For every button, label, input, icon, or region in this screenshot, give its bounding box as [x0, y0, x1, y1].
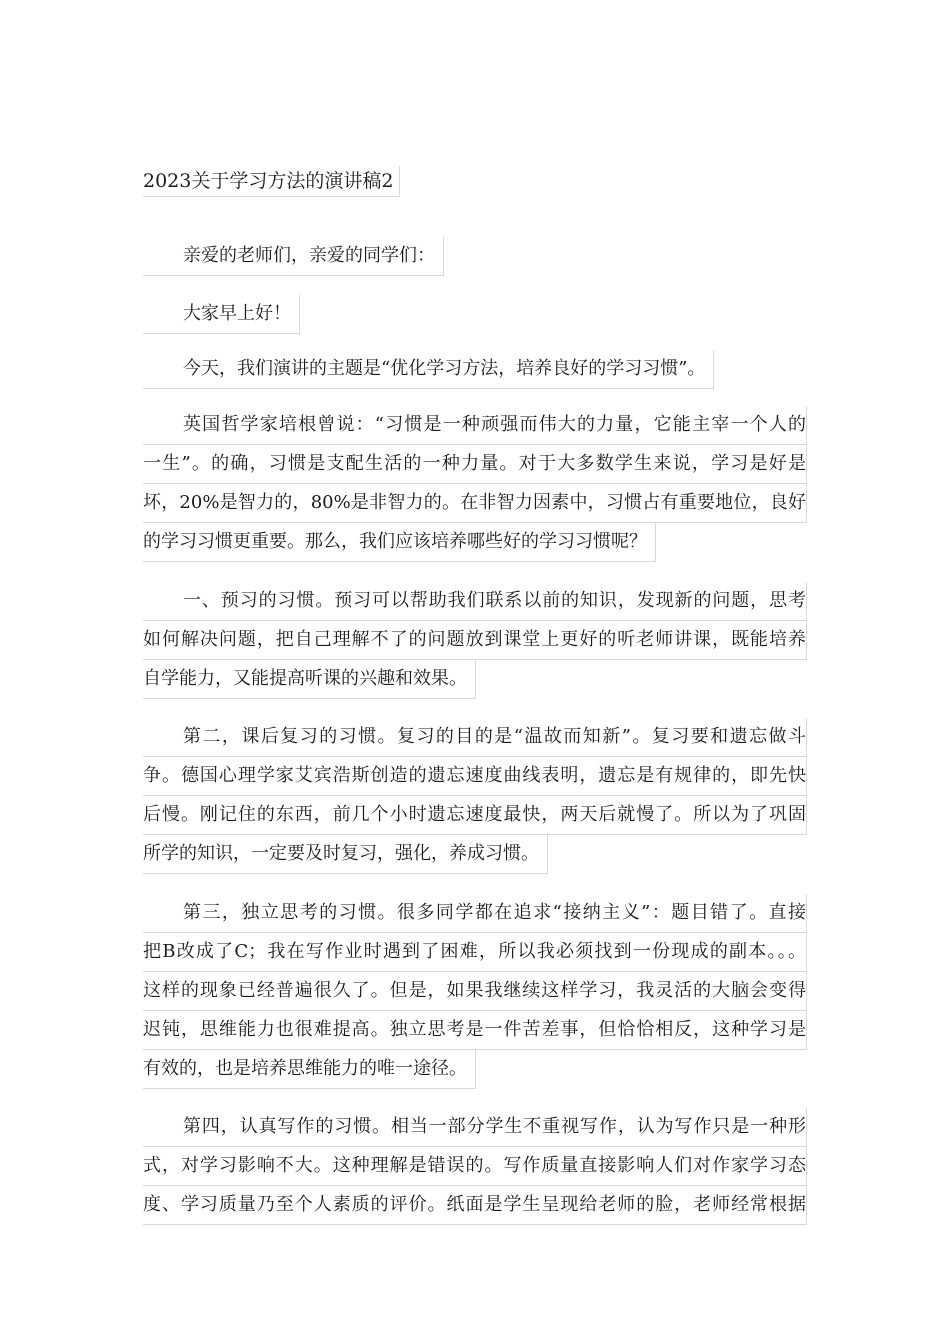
topic-paragraph — [143, 350, 807, 394]
text-line: 有效的，也是培养思维能力的唯一途径。 — [143, 1050, 476, 1089]
text-line: 坏，20%是智力的，80%是非智力的。在非智力因素中，习惯占有重要地位，良好 — [143, 484, 807, 523]
text-line: 第四，认真写作的习惯。相当一部分学生不重视写作，认为写作只是一种形 — [143, 1108, 807, 1147]
preview-habit-paragraph — [143, 582, 807, 704]
text-line: 如何解决问题，把自己理解不了的问题放到课堂上更好的听老师讲课，既能培养 — [143, 621, 807, 660]
text-line: 大家早上好！ — [143, 295, 300, 334]
document-title: 2023关于学习方法的演讲稿2 — [143, 166, 400, 197]
text-line: 亲爱的老师们，亲爱的同学们： — [143, 237, 444, 276]
text-line: 一、预习的习惯。预习可以帮助我们联系以前的知识，发现新的问题，思考 — [143, 582, 807, 621]
text-line: 今天，我们演讲的主题是“优化学习方法，培养良好的学习习惯”。 — [143, 350, 714, 389]
text-line: 度、学习质量乃至个人素质的评价。纸面是学生呈现给老师的脸，老师经常根据 — [143, 1186, 807, 1225]
text-line: 把B改成了C；我在写作业时遇到了困难，所以我必须找到一份现成的副本。。。 — [143, 933, 807, 972]
text-line: 争。德国心理学家艾宾浩斯创造的遗忘速度曲线表明，遗忘是有规律的，即先快 — [143, 757, 807, 796]
text-line: 所学的知识，一定要及时复习，强化，养成习惯。 — [143, 835, 548, 874]
text-line: 英国哲学家培根曾说：“习惯是一种顽强而伟大的力量，它能主宰一个人的 — [143, 406, 807, 445]
salutation-paragraph — [143, 295, 807, 339]
greeting-paragraph — [143, 237, 807, 281]
text-line: 式，对学习影响不大。这种理解是错误的。写作质量直接影响人们对作家学习态 — [143, 1147, 807, 1186]
careful-writing-paragraph — [143, 1108, 807, 1225]
independent-thinking-paragraph — [143, 894, 807, 1094]
bacon-quote-paragraph — [143, 406, 807, 567]
text-line: 迟钝，思维能力也很难提高。独立思考是一件苦差事，但恰恰相反，这种学习是 — [143, 1011, 807, 1050]
text-line: 自学能力，又能提高听课的兴趣和效果。 — [143, 660, 476, 699]
text-line: 这样的现象已经普遍很久了。但是，如果我继续这样学习，我灵活的大脑会变得 — [143, 972, 807, 1011]
review-habit-paragraph — [143, 718, 807, 879]
text-line: 第二，课后复习的习惯。复习的目的是“温故而知新”。复习要和遗忘做斗 — [143, 718, 807, 757]
text-line: 后慢。刚记住的东西，前几个小时遗忘速度最快，两天后就慢了。所以为了巩固 — [143, 796, 807, 835]
text-line: 的学习习惯更重要。那么，我们应该培养哪些好的学习习惯呢？ — [143, 523, 656, 562]
text-line: 一生”。的确，习惯是支配生活的一种力量。对于大多数学生来说，学习是好是 — [143, 445, 807, 484]
text-line: 第三，独立思考的习惯。很多同学都在追求“接纳主义”：题目错了。直接 — [143, 894, 807, 933]
